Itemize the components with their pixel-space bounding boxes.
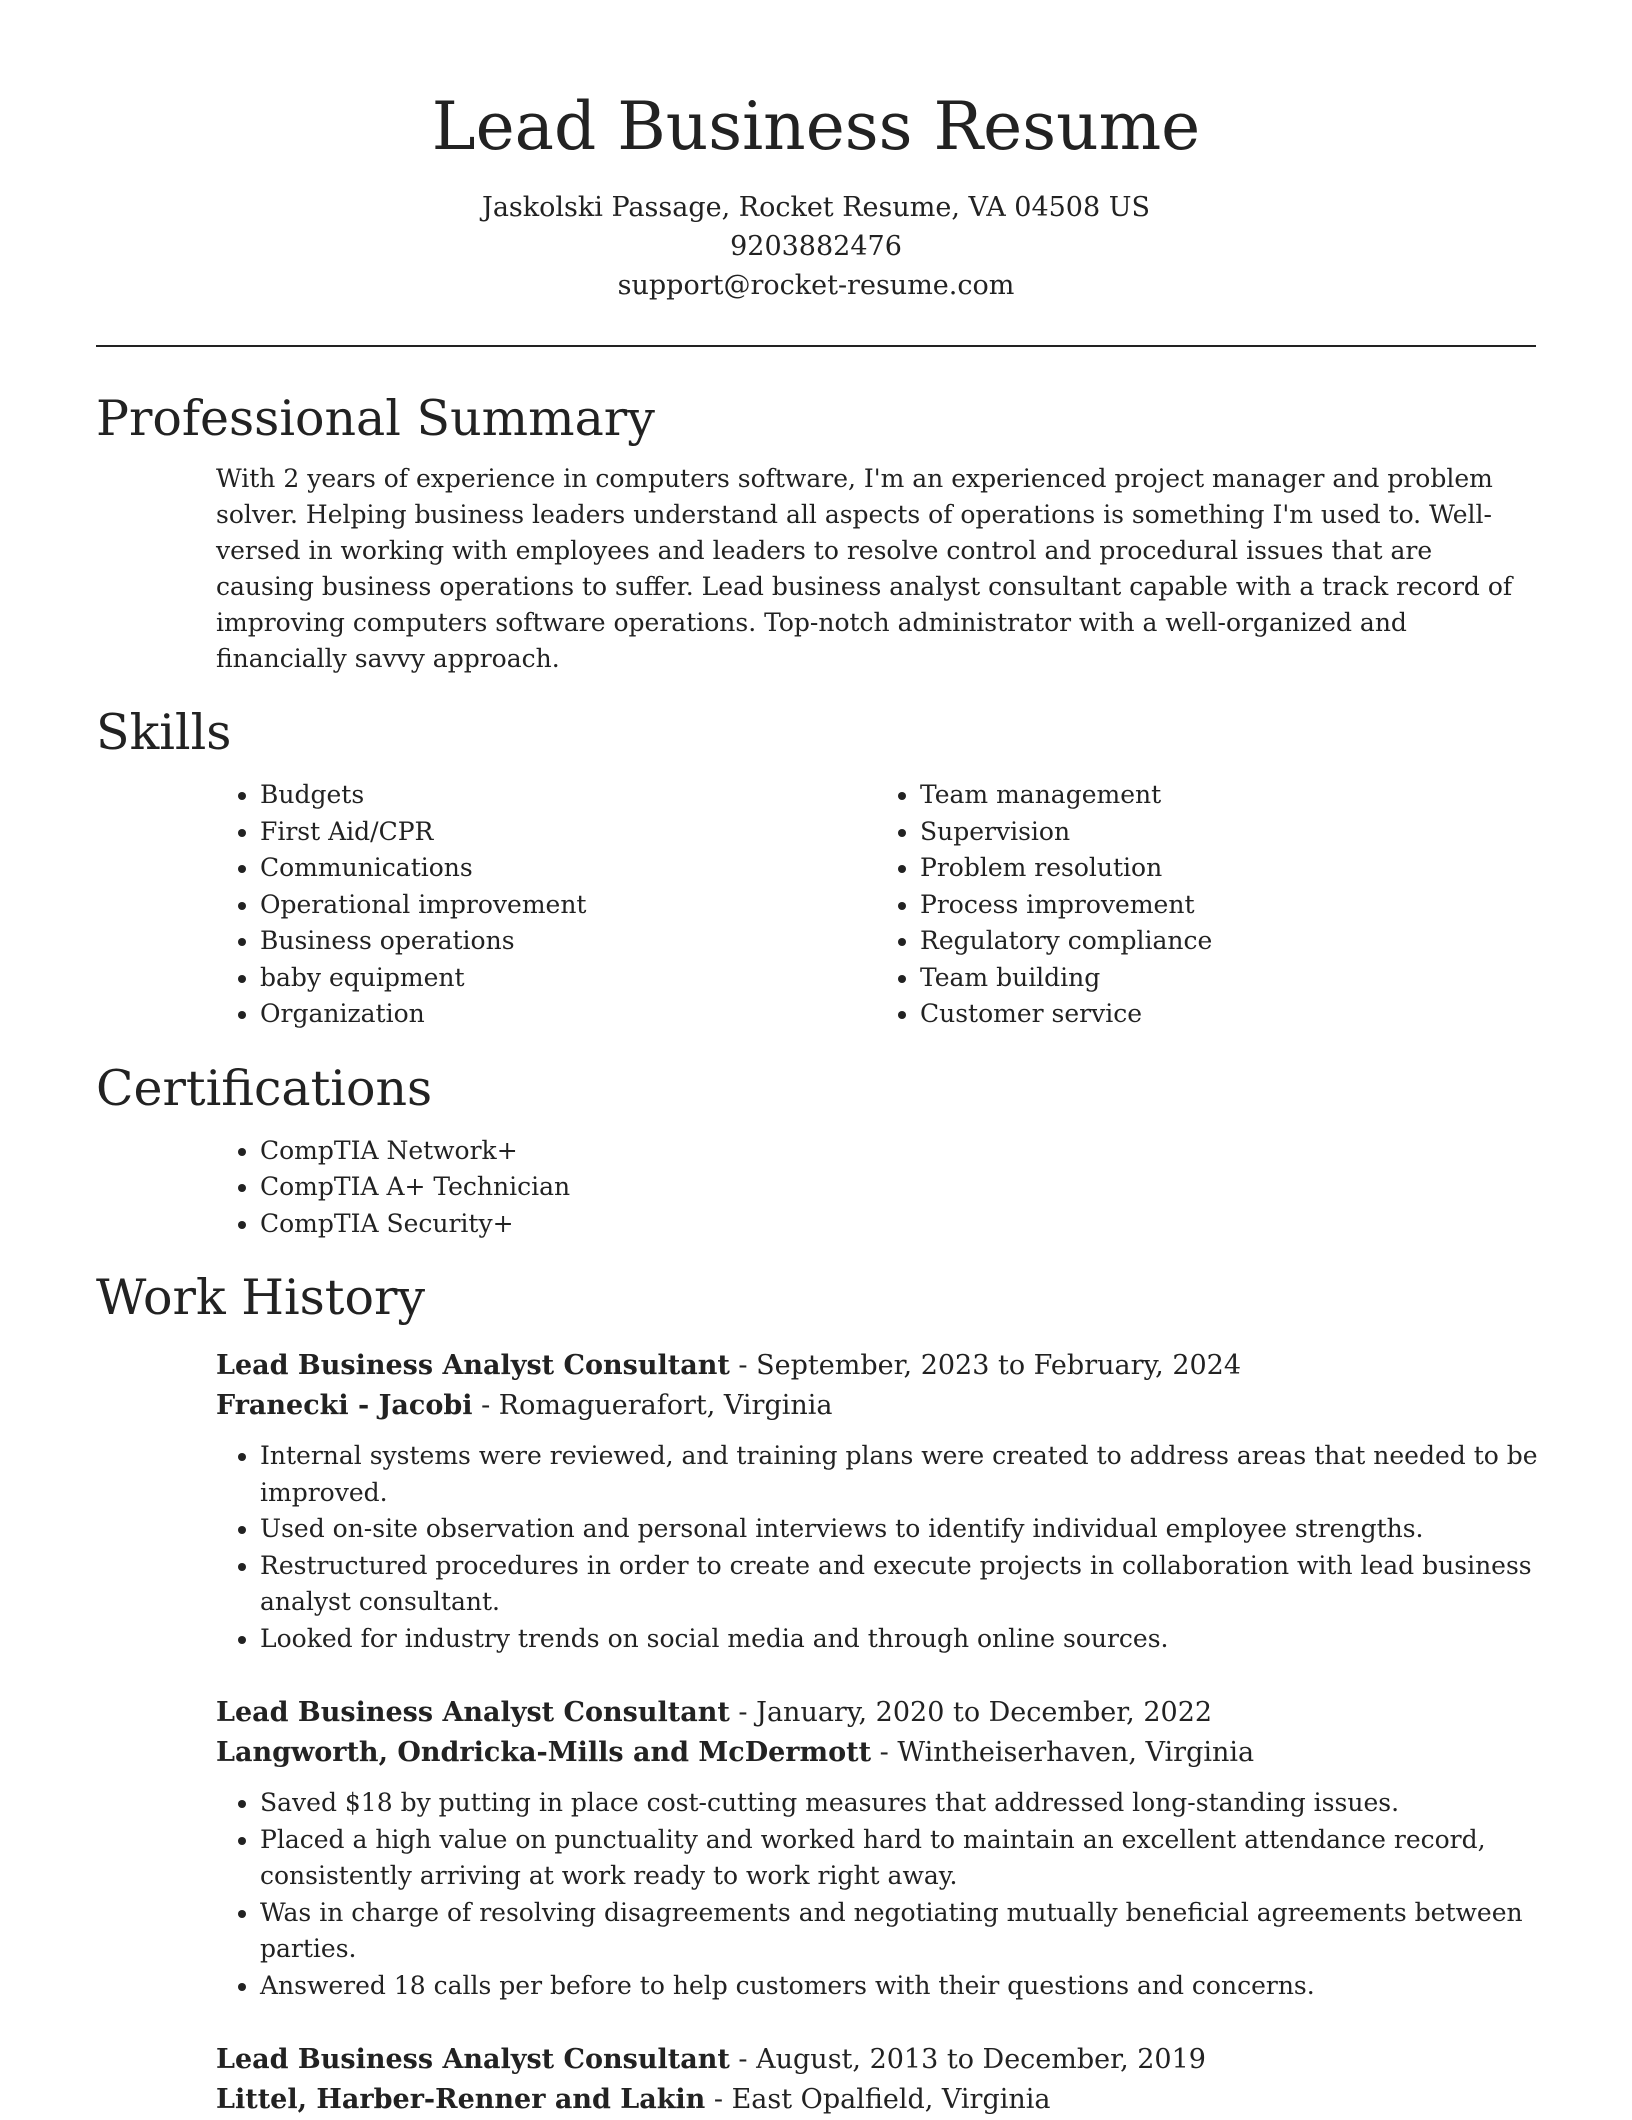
certifications-list — [216, 1133, 1536, 1243]
phone: 9203882476 — [730, 231, 902, 262]
job-bullet: • Was in charge of resolving disagreements and negotiating mutually beneficial agreements between parties. — [260, 1895, 1540, 1968]
job-header — [216, 1346, 1536, 1426]
job-company-line — [216, 1386, 1536, 1426]
skill-item: • Regulatory compliance — [920, 923, 1536, 960]
skill-item: • First Aid/CPR — [260, 814, 876, 851]
certification-item: • CompTIA A+ Technician — [260, 1169, 1536, 1206]
job-company: Franecki - Jacobi — [216, 1390, 473, 1421]
job-dates: - January, 2020 to December, 2022 — [729, 1697, 1213, 1728]
job-dates: - September, 2023 to February, 2024 — [729, 1350, 1242, 1381]
skill-item: • Customer service — [920, 996, 1536, 1033]
certifications-heading: Certifications — [96, 1059, 433, 1117]
resume-title: Lead Business Resume — [431, 88, 1201, 165]
job-title-line — [216, 1346, 1536, 1386]
job-location: - East Opalfield, Virginia — [705, 2084, 1051, 2115]
job-company-line — [216, 1733, 1536, 1773]
skills-column-left — [216, 777, 876, 1033]
skills-column-right — [876, 777, 1536, 1033]
job-role: Lead Business Analyst Consultant — [216, 2044, 730, 2075]
skill-item: • Supervision — [920, 814, 1536, 851]
job-entry — [216, 1693, 1536, 2004]
job-bullet: • Used on-site observation and personal interviews to identify individual employee strengths. — [260, 1511, 1540, 1548]
job-bullet: • Saved $18 by putting in place cost-cutting measures that addressed long-standing issues. — [260, 1785, 1540, 1822]
job-bullets — [216, 1785, 1540, 2004]
skills-heading: Skills — [96, 704, 232, 761]
resume-header — [96, 0, 1536, 305]
skill-item: • Operational improvement — [260, 887, 876, 924]
job-bullets — [216, 1438, 1540, 1657]
job-title-line — [216, 1693, 1536, 1733]
certification-item: • CompTIA Network+ — [260, 1133, 1536, 1170]
header-divider — [96, 345, 1536, 347]
job-bullet: • Looked for industry trends on social media and through online sources. — [260, 1621, 1540, 1658]
contact-info — [96, 188, 1536, 305]
skill-item: • Team management — [920, 777, 1536, 814]
address: Jaskolski Passage, Rocket Resume, VA 04508 US — [482, 192, 1150, 223]
skill-item: • Problem resolution — [920, 850, 1536, 887]
skills-list — [216, 777, 1536, 1033]
job-location: - Romaguerafort, Virginia — [472, 1390, 833, 1421]
job-bullet: • Answered 18 calls per before to help customers with their questions and concerns. — [260, 1968, 1540, 2005]
job-location: - Wintheiserhaven, Virginia — [871, 1737, 1255, 1768]
job-entry — [216, 2040, 1536, 2120]
skill-item: • Communications — [260, 850, 876, 887]
email: support@rocket-resume.com — [617, 270, 1015, 301]
job-company: Littel, Harber-Renner and Lakin — [216, 2084, 706, 2115]
job-header — [216, 1693, 1536, 1773]
skill-item: • Organization — [260, 996, 876, 1033]
skill-item: • Budgets — [260, 777, 876, 814]
job-bullet: • Internal systems were reviewed, and training plans were created to address areas that needed to be improved. — [260, 1438, 1540, 1511]
job-role: Lead Business Analyst Consultant — [216, 1350, 730, 1381]
job-company-line — [216, 2080, 1536, 2120]
skill-item: • Business operations — [260, 923, 876, 960]
skill-item: • Team building — [920, 960, 1536, 997]
work-history-heading: Work History — [96, 1269, 426, 1326]
job-bullet: • Placed a high value on punctuality and worked hard to maintain an excellent attendance record, consistently arriving at work ready to work right away. — [260, 1822, 1540, 1895]
job-bullet: • Restructured procedures in order to create and execute projects in collaboration with lead business analyst consultant. — [260, 1548, 1540, 1621]
job-header — [216, 2040, 1536, 2120]
job-company: Langworth, Ondricka-Mills and McDermott — [216, 1737, 872, 1768]
job-role: Lead Business Analyst Consultant — [216, 1697, 730, 1728]
job-entry — [216, 1346, 1536, 1657]
job-title-line — [216, 2040, 1536, 2080]
skill-item: • baby equipment — [260, 960, 876, 997]
job-dates: - August, 2013 to December, 2019 — [729, 2044, 1206, 2075]
resume-page — [96, 0, 1536, 2120]
skill-item: • Process improvement — [920, 887, 1536, 924]
summary-heading: Professional Summary — [96, 390, 655, 447]
certification-item: • CompTIA Security+ — [260, 1206, 1536, 1243]
summary-text: With 2 years of experience in computers software, I'm an experienced project manager and problem solver. Helping business leaders understand all aspects of operations is something I'm used to. Well-versed in working with employees and leaders to resolve control and procedural issues that are causing business operations to suffer. Lead business analyst consultant capable with a track record of improving computers software operations. Top-notch administrator with a well-organized and financially savvy approach. — [216, 464, 1513, 673]
